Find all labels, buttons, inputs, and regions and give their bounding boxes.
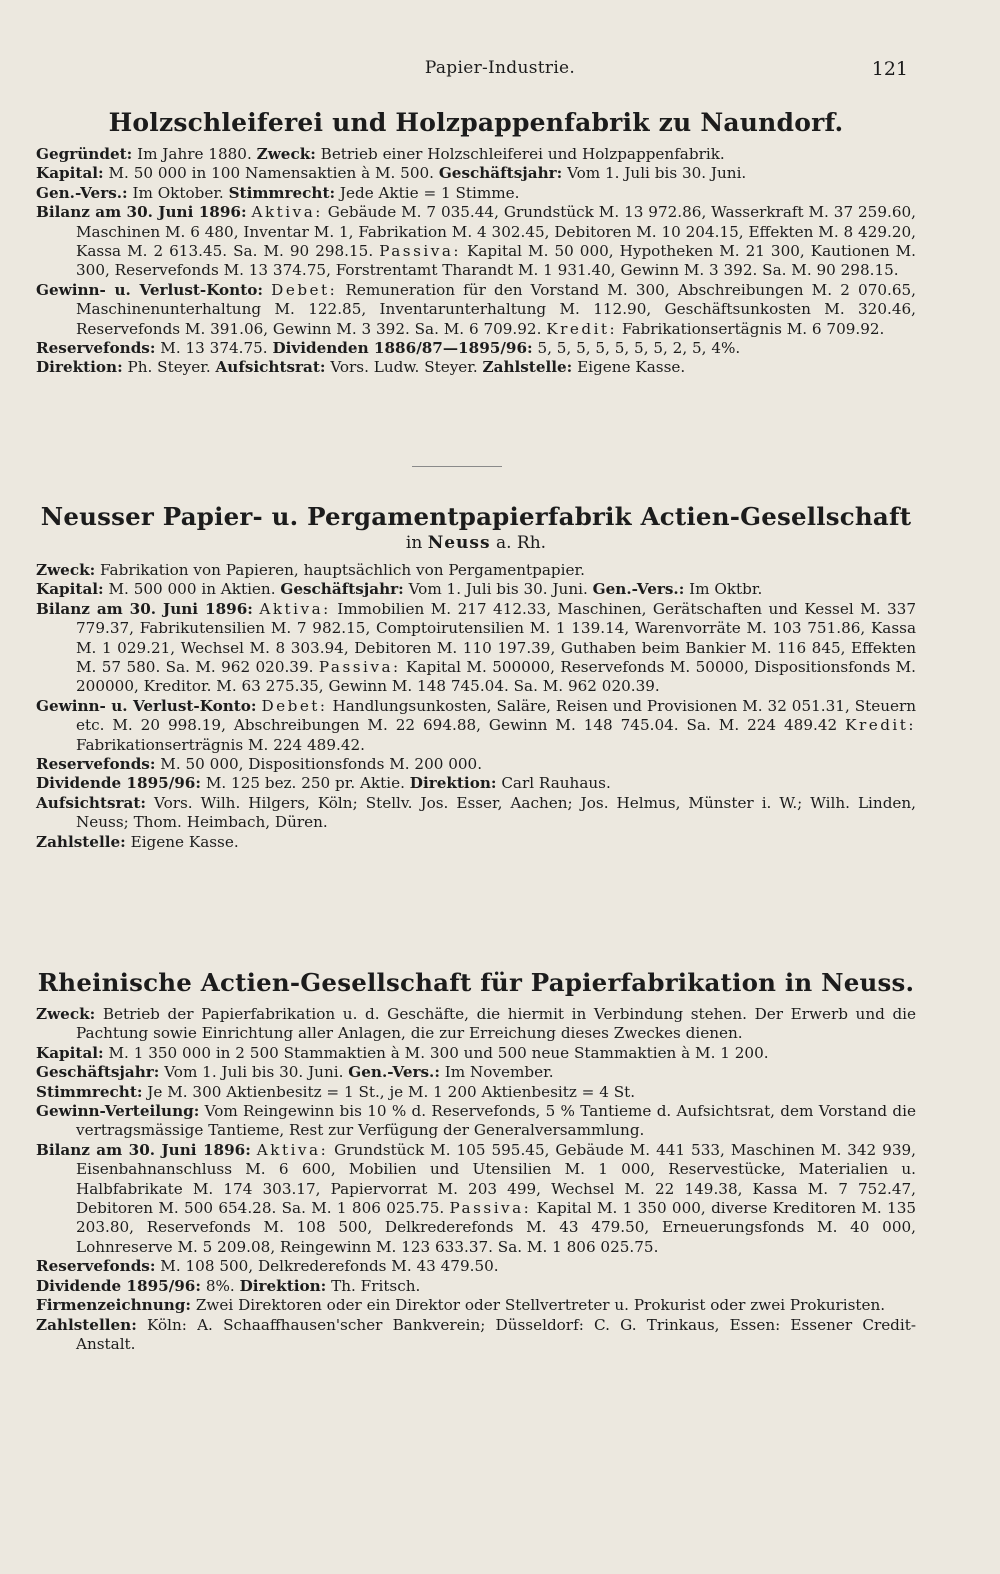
entry-gewinn-verlust: Gewinn- u. Verlust-Konto: Debet: Remuneration für den Vorstand M. 300, Abschreibungen M. 2 070.65, Maschinenunterhaltung M. 122.85, Inventarunterhaltung M. 112.90, Geschäftsunkosten M. 320.46, Reservefonds M. 391.06, Gewinn M. 3 392. Sa. M. 6 709.92. Kredit: Fabrikationsertägnis M. 6 709.92. xyxy=(36,280,916,338)
company-naundorf xyxy=(36,108,916,378)
entry-aufsichtsrat: Aufsichtsrat: Vors. Wilh. Hilgers, Köln; Stellv. Jos. Esser, Aachen; Jos. Helmus, Münster i. W.; Wilh. Linden, Neuss; Thom. Heimbach, Düren. xyxy=(36,793,917,832)
entry-gewinn-verteilung: Gewinn-Verteilung: Vom Reingewinn bis 10 % d. Reservefonds, 5 % Tantieme d. Aufsichtsrat, dem Vorstand die vertragsmässige Tantieme, Rest zur Verfügung der Generalversammlung. xyxy=(36,1102,916,1140)
entry-reservefonds: Reservefonds: M. 108 500, Delkrederefonds M. 43 479.50. xyxy=(36,1257,499,1276)
running-title: Papier-Industrie. xyxy=(424,58,576,78)
section-divider xyxy=(412,466,502,467)
entry-bilanz: Bilanz am 30. Juni 1896: Aktiva: Gebäude M. 7 035.44, Grundstück M. 13 972.86, Wasserkraft M. 37 259.60, Maschinen M. 6 480, Inventar M. 1, Fabrikation M. 4 302.45, Debitoren M. 10 204.15, Effekten M. 8 429.20, Kassa M. 2 613.45. Sa. M. 90 298.15. Passiva: Kapital M. 50 000, Hypotheken M. 21 300, Kautionen M. 300, Reservefonds M. 13 374.75, Forstrentamt Tharandt M. 1 931.40, Gewinn M. 3 392. Sa. M. 90 298.15. xyxy=(36,203,917,280)
company-body xyxy=(36,561,916,852)
page-number: 121 xyxy=(871,58,908,80)
entry-zahlstellen: Zahlstellen: Köln: A. Schaaffhausen'scher Bankverein; Düsseldorf: C. G. Trinkaus, Essen: Essener Credit-Anstalt. xyxy=(36,1315,917,1353)
running-header xyxy=(0,58,1000,86)
entry-firmenzeichnung: Firmenzeichnung: Zwei Direktoren oder ein Direktor oder Stellvertreter u. Prokurist oder zwei Prokuristen. xyxy=(36,1296,886,1315)
entry-bilanz: Bilanz am 30. Juni 1896: Aktiva: Grundstück M. 105 595.45, Gebäude M. 441 533, Maschinen M. 342 939, Eisenbahnanschluss M. 6 600, Mobilien und Utensilien M. 1 000, Reservestücke, Materialien u. Halbfabrikate M. 174 303.17, Papiervorrat M. 203 499, Wechsel M. 22 149.38, Kassa M. 7 752.47, Debitoren M. 500 654.28. Sa. M. 1 806 025.75. Passiva: Kapital M. 1 350 000, diverse Kreditoren M. 135 203.80, Reservefonds M. 108 500, Delkrederefonds M. 43 479.50, Erneuerungsfonds M. 40 000, Lohnreserve M. 5 209.08, Reingewinn M. 123 633.37. Sa. M. 1 806 025.75. xyxy=(36,1140,917,1256)
entry-kapital: Kapital: M. 50 000 in 100 Namensaktien à M. 500. Geschäftsjahr: Vom 1. Juli bis 30. Juni. xyxy=(36,164,747,183)
company-rheinische xyxy=(36,968,916,1354)
entry-gen-vers: Gen.-Vers.: Im Oktober. Stimmrecht: Jede Aktie = 1 Stimme. xyxy=(36,183,520,202)
entry-kapital: Kapital: M. 1 350 000 in 2 500 Stammaktien à M. 300 und 500 neue Stammaktien à M. 1 200. xyxy=(36,1043,769,1062)
entry-reservefonds: Reservefonds: M. 50 000, Dispositionsfonds M. 200 000. xyxy=(36,755,483,774)
company-title: Holzschleiferei und Holzpappenfabrik zu Naundorf. xyxy=(108,108,844,137)
entry-dividende: Dividende 1895/96: 8%. Direktion: Th. Fritsch. xyxy=(36,1276,421,1295)
company-location: in Neuss a. Rh. xyxy=(405,533,547,553)
entry-stimmrecht: Stimmrecht: Je M. 300 Aktienbesitz = 1 St., je M. 1 200 Aktienbesitz = 4 St. xyxy=(36,1082,636,1101)
entry-gewinn-verlust: Gewinn- u. Verlust-Konto: Debet: Handlungsunkosten, Saläre, Reisen und Provisionen M. 32 051.31, Steuern etc. M. 20 998.19, Abschreibungen M. 22 694.88, Gewinn M. 148 745.04. Sa. M. 224 489.42 Kredit: Fabrikationserträgnis M. 224 489.42. xyxy=(36,696,917,754)
company-body xyxy=(36,1005,916,1354)
entry-kapital: Kapital: M. 500 000 in Aktien. Geschäftsjahr: Vom 1. Juli bis 30. Juni. Gen.-Vers.: Im Oktbr. xyxy=(36,580,763,599)
company-neusser xyxy=(36,502,916,852)
company-body xyxy=(36,145,916,378)
entry-zweck: Zweck: Betrieb der Papierfabrikation u. d. Geschäfte, die hiermit in Verbindung stehen. Der Erwerb und die Pachtung sowie Einrichtung aller Anlagen, die zur Erreichung dieses Zweckes dienen. xyxy=(36,1005,917,1043)
company-title: Rheinische Actien-Gesellschaft für Papierfabrikation in Neuss. xyxy=(37,968,915,997)
entry-reservefonds: Reservefonds: M. 13 374.75. Dividenden 1886/87—1895/96: 5, 5, 5, 5, 5, 5, 5, 2, 5, 4%. xyxy=(36,339,741,358)
entry-dividende: Dividende 1895/96: M. 125 bez. 250 pr. Aktie. Direktion: Carl Rauhaus. xyxy=(36,774,611,793)
entry-bilanz: Bilanz am 30. Juni 1896: Aktiva: Immobilien M. 217 412.33, Maschinen, Gerätschaften und Kessel M. 337 779.37, Fabrikutensilien M. 7 982.15, Comptoirutensilien M. 1 139.14, Warenvorräte M. 103 751.86, Kassa M. 1 029.21, Wechsel M. 8 303.94, Debitoren M. 110 197.39, Guthaben beim Bankier M. 116 845, Effekten M. 57 580. Sa. M. 962 020.39. Passiva: Kapital M. 500000, Reservefonds M. 50000, Dispositionsfonds M. 200000, Kreditor. M. 63 275.35, Gewinn M. 148 745.04. Sa. M. 962 020.39. xyxy=(36,599,917,696)
company-title: Neusser Papier- u. Pergamentpapierfabrik Actien-Gesellschaft xyxy=(40,502,912,531)
entry-zweck: Zweck: Fabrikation von Papieren, hauptsächlich von Pergamentpapier. xyxy=(36,561,585,579)
entry-gegruendet-zweck: Gegründet: Im Jahre 1880. Zweck: Betrieb einer Holzschleiferei und Holzpappenfabrik. xyxy=(36,145,725,163)
entry-zahlstelle: Zahlstelle: Eigene Kasse. xyxy=(36,832,239,851)
entry-direktion: Direktion: Ph. Steyer. Aufsichtsrat: Vors. Ludw. Steyer. Zahlstelle: Eigene Kasse. xyxy=(36,358,686,377)
entry-geschaeftsjahr: Geschäftsjahr: Vom 1. Juli bis 30. Juni. Gen.-Vers.: Im November. xyxy=(36,1063,554,1082)
